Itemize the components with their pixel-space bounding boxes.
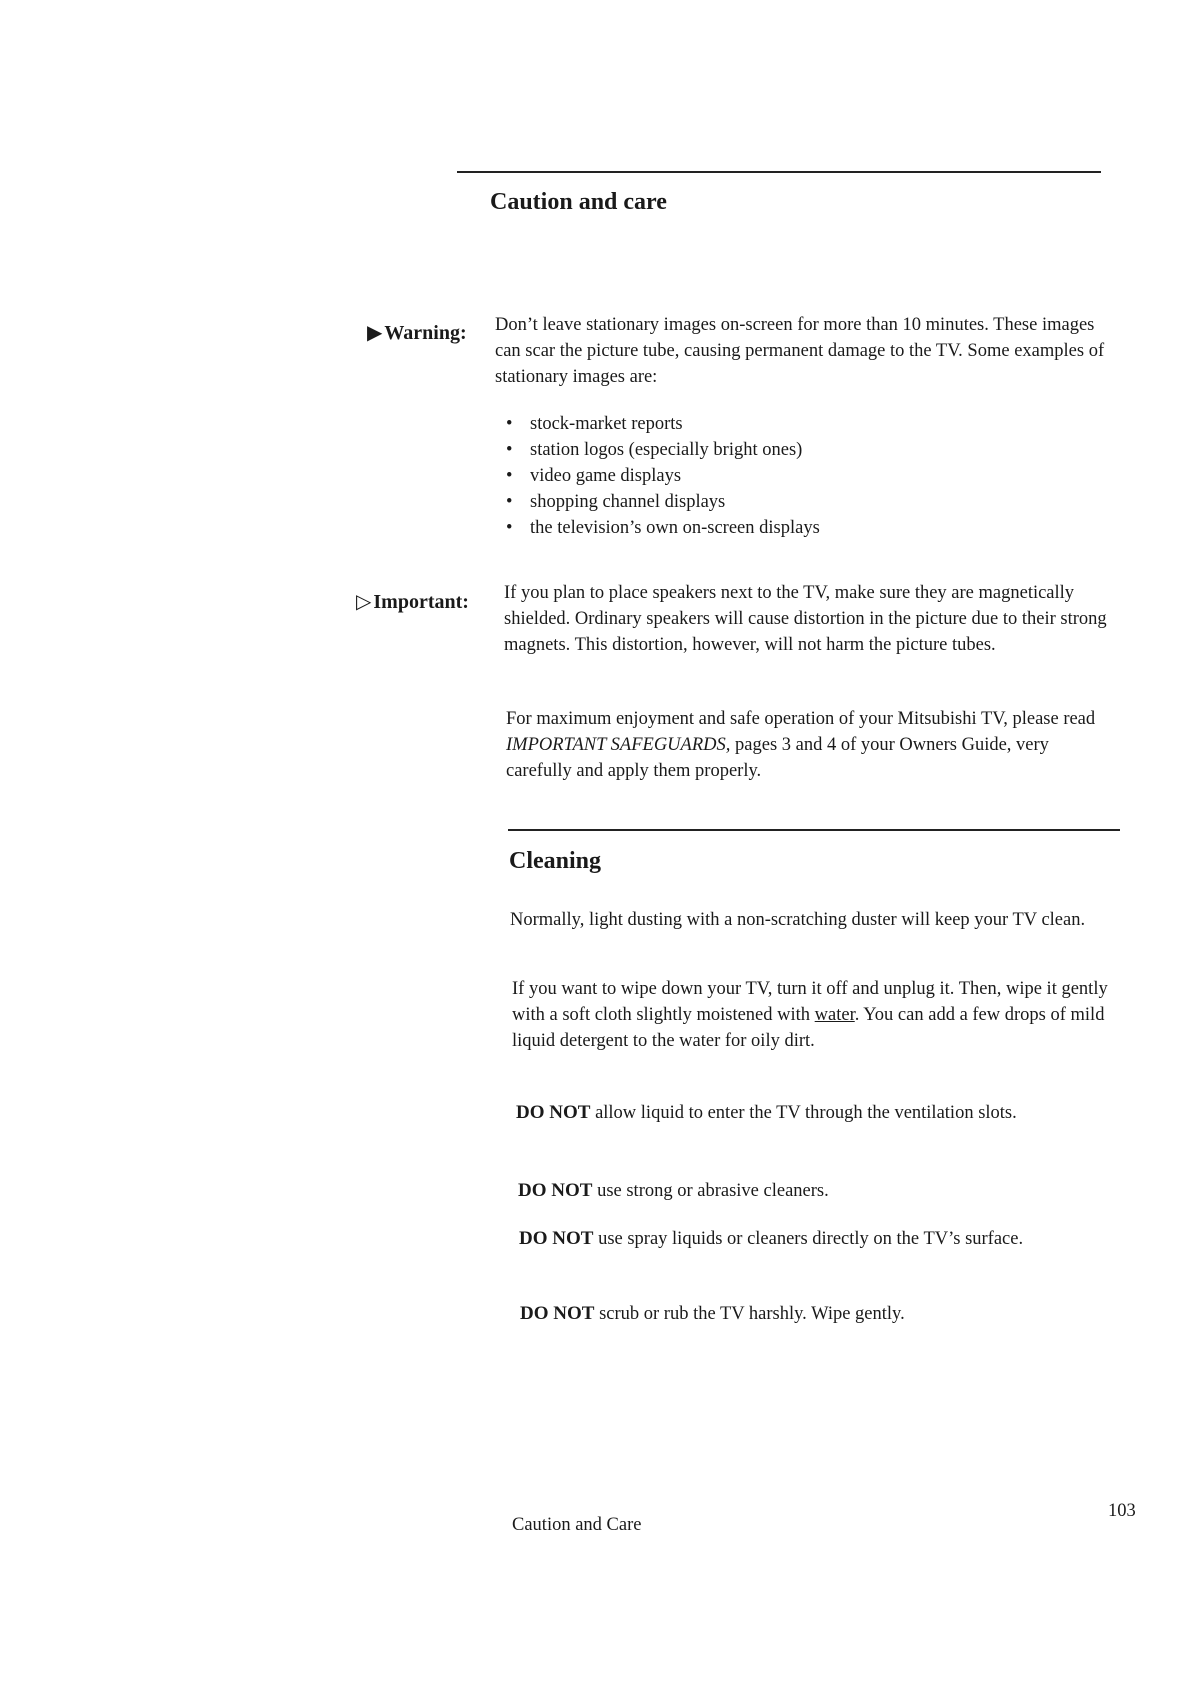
list-item: • shopping channel displays xyxy=(500,489,1060,515)
donot-label: DO NOT xyxy=(518,1180,593,1201)
list-item: • video game displays xyxy=(500,463,1060,489)
donot-rule-text: use strong or abrasive cleaners. xyxy=(592,1181,829,1201)
important-label xyxy=(356,589,469,614)
list-item: • stock-market reports xyxy=(500,411,1060,437)
important-label-text: Important: xyxy=(373,591,469,613)
donot-label: DO NOT xyxy=(520,1303,595,1324)
donot-rule-text: scrub or rub the TV harshly. Wipe gently. xyxy=(594,1304,905,1324)
warning-paragraph: Don’t leave stationary images on-screen for more than 10 minutes. These images can scar the picture tube, causing permanent damage to the TV. Some examples of stationary images are: xyxy=(495,315,1105,387)
cleaning-dusting-paragraph: Normally, light dusting with a non-scratching duster will keep your TV clean. xyxy=(510,910,1086,930)
list-item: • station logos (especially bright ones) xyxy=(500,437,1060,463)
donot-rule-scrub xyxy=(520,1301,1120,1327)
warning-label-text: Warning: xyxy=(384,322,467,344)
donot-label: DO NOT xyxy=(516,1102,591,1123)
wipe-text-end: . You can add a few drops of mild liquid detergent to the water for oily dirt. xyxy=(512,1005,1105,1051)
enjoyment-paragraph xyxy=(506,706,1116,784)
warning-label xyxy=(367,320,467,345)
donot-label: DO NOT xyxy=(519,1228,594,1249)
donot-rule-spray xyxy=(519,1226,1119,1252)
water-underlined: water xyxy=(814,1005,855,1025)
stationary-images-list xyxy=(500,411,1060,541)
list-item: • the television’s own on-screen displays xyxy=(500,515,1060,541)
cleaning-section-rule xyxy=(508,829,1120,831)
enjoyment-text-start: For maximum enjoyment and safe operation of your Mitsubishi TV, please read xyxy=(506,709,1096,729)
important-paragraph: If you plan to place speakers next to the TV, make sure they are magnetically shielded. Ordinary speakers will cause distortion in the picture due to their strong magnets. This distortion, however, will not harm the picture tubes. xyxy=(504,583,1107,655)
cleaning-section-title: Cleaning xyxy=(509,848,602,874)
important-safeguards-reference: IMPORTANT SAFEGUARDS, xyxy=(506,735,731,755)
caution-section-rule xyxy=(457,171,1101,173)
cleaning-wipe-paragraph xyxy=(512,976,1112,1054)
caution-section-title: Caution and care xyxy=(490,189,667,215)
page-number: 103 xyxy=(1108,1501,1136,1521)
donot-rule-ventilation xyxy=(516,1100,1116,1126)
donot-rule-text: allow liquid to enter the TV through the ventilation slots. xyxy=(590,1103,1017,1123)
wipe-text-start: If you want to wipe down your TV, turn it off and unplug it. Then, wipe it gently with a soft cloth slightly moistened with xyxy=(512,979,1108,1025)
enjoyment-text-end: pages 3 and 4 of your Owners Guide, very carefully and apply them properly. xyxy=(506,735,1049,781)
important-arrow-icon: ▷ xyxy=(356,591,372,613)
donot-rule-abrasive xyxy=(518,1178,1118,1204)
donot-rule-text: use spray liquids or cleaners directly on the TV’s surface. xyxy=(593,1229,1024,1249)
warning-arrow-icon: ▶ xyxy=(367,322,383,344)
footer-section-name: Caution and Care xyxy=(512,1515,642,1535)
